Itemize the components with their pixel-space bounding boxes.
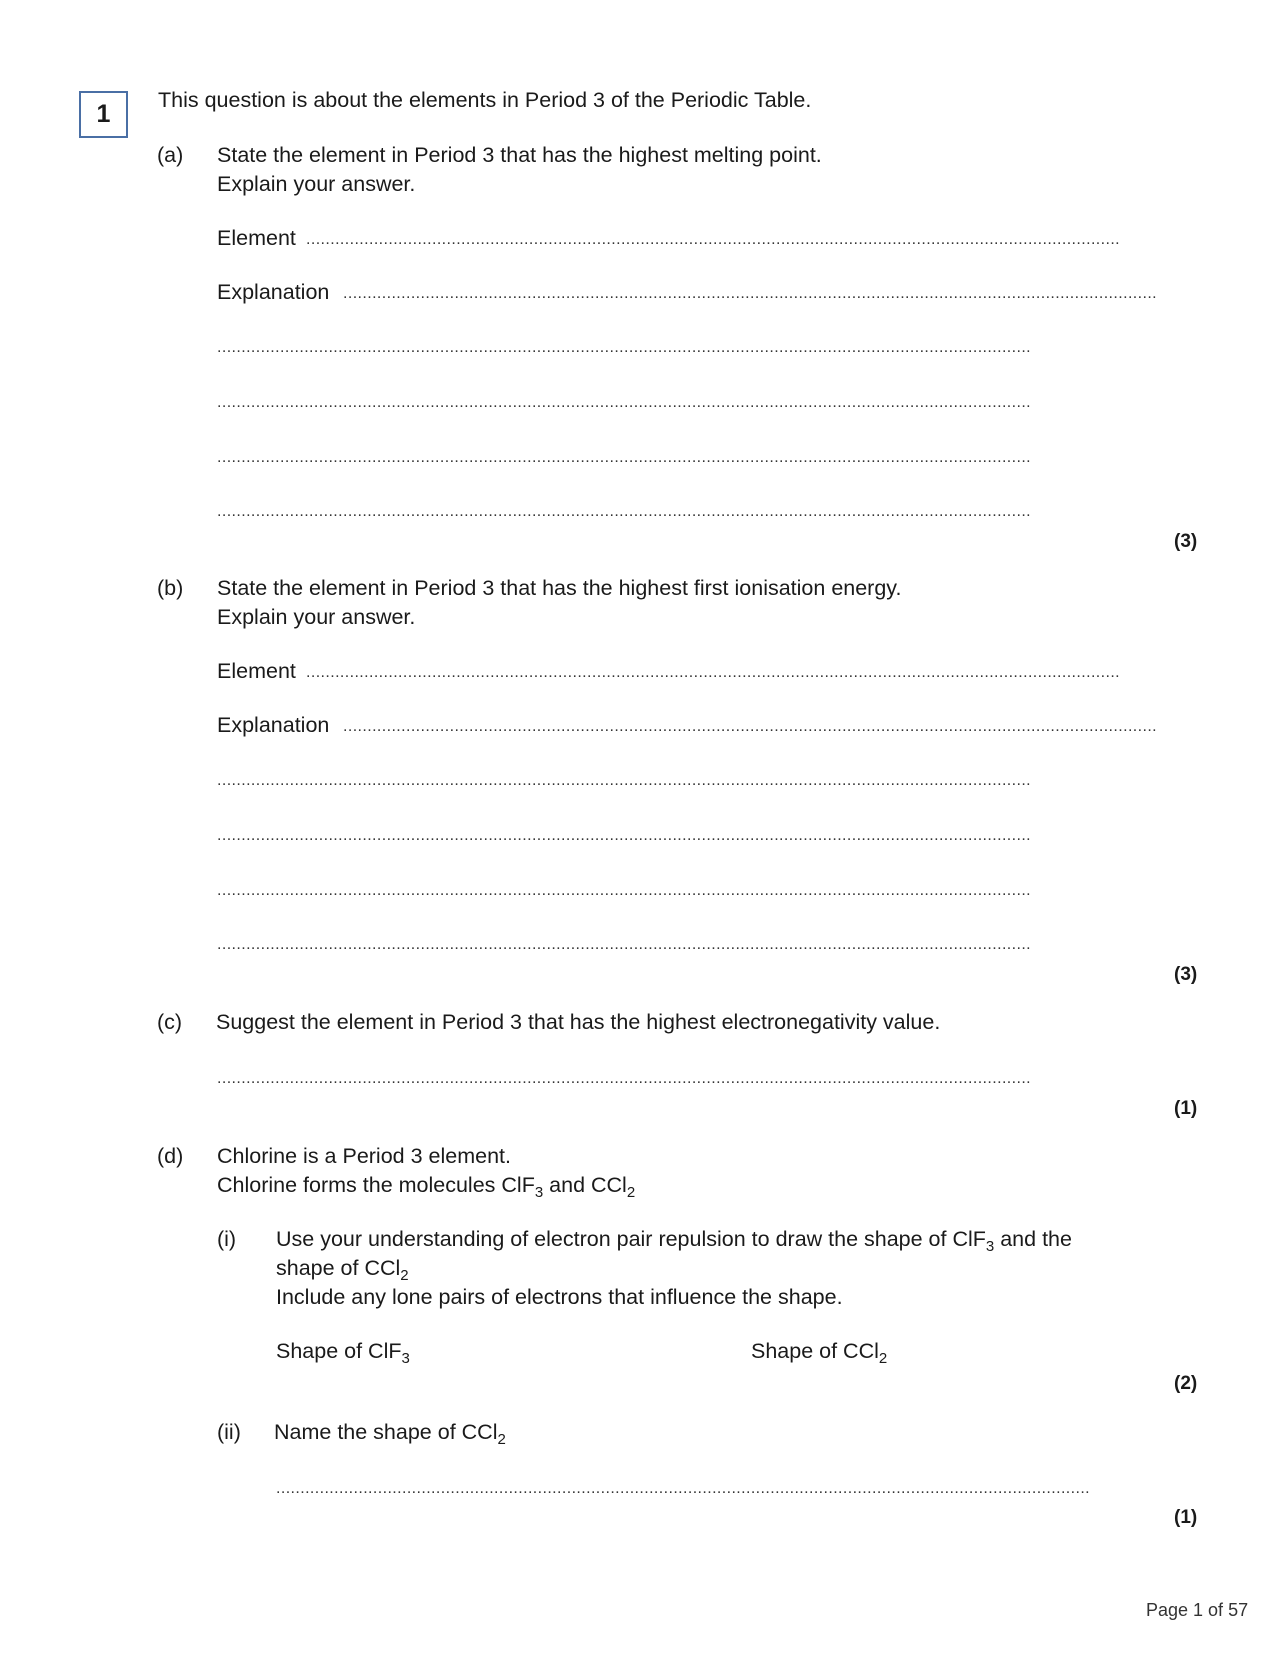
part-b-answer-line-2[interactable]: ........................................................................................................................................................................ — [217, 772, 1032, 789]
subscript: 2 — [497, 1431, 506, 1448]
shape-ccl2-text: Shape of CCl — [751, 1339, 879, 1363]
part-d-line2 — [217, 1173, 636, 1201]
part-b-element-answer-line[interactable]: ........................................................................................................................................................................ — [306, 664, 1121, 681]
part-c-line1: Suggest the element in Period 3 that has the highest electronegativity value. — [216, 1010, 941, 1034]
part-b-answer-line-5[interactable]: ........................................................................................................................................................................ — [217, 936, 1032, 953]
part-c-marks: (1) — [1174, 1098, 1198, 1119]
part-a-element-answer-line[interactable]: ........................................................................................................................................................................ — [306, 231, 1121, 248]
part-a-answer-line-5[interactable]: ........................................................................................................................................................................ — [217, 503, 1032, 520]
part-a-line1: State the element in Period 3 that has the highest melting point. — [217, 143, 822, 167]
part-d-i-marks: (2) — [1174, 1373, 1198, 1394]
part-a-element-label: Element — [217, 226, 296, 250]
part-a-answer-line-3[interactable]: ........................................................................................................................................................................ — [217, 394, 1032, 411]
part-a-label: (a) — [157, 143, 184, 167]
part-b-marks: (3) — [1174, 964, 1198, 985]
page-number: Page 1 of 57 — [1146, 1600, 1249, 1620]
part-b-line2: Explain your answer. — [217, 605, 416, 629]
part-d-ii-line1 — [274, 1420, 506, 1448]
subscript: 2 — [400, 1267, 409, 1284]
part-a-answer-line-4[interactable]: ........................................................................................................................................................................ — [217, 449, 1032, 466]
part-d-i-line1-text: Use your understanding of electron pair repulsion to draw the shape of ClF — [276, 1227, 986, 1251]
part-d-i-label: (i) — [217, 1227, 237, 1251]
part-b-label: (b) — [157, 576, 184, 600]
part-d-ii-answer-line[interactable]: ........................................................................................................................................................................ — [276, 1480, 1091, 1497]
part-a-explanation-label: Explanation — [217, 280, 330, 304]
part-d-ii-marks: (1) — [1174, 1507, 1198, 1528]
part-b-answer-line-3[interactable]: ........................................................................................................................................................................ — [217, 827, 1032, 844]
part-a-explanation-line-1[interactable]: ........................................................................................................................................................................ — [343, 285, 1158, 302]
subscript: 2 — [878, 1350, 888, 1367]
part-d-i-line2-text: shape of CCl — [276, 1256, 401, 1280]
part-d-label: (d) — [157, 1144, 184, 1168]
part-a-marks: (3) — [1174, 531, 1198, 552]
part-d-i-line2 — [276, 1256, 409, 1284]
shape-clf3-label — [276, 1339, 410, 1367]
shape-ccl2-label — [751, 1339, 888, 1367]
part-d-i-line3: Include any lone pairs of electrons that influence the shape. — [276, 1285, 843, 1309]
part-b-line1: State the element in Period 3 that has the highest first ionisation energy. — [217, 576, 902, 600]
part-b-explanation-line-1[interactable]: ........................................................................................................................................................................ — [343, 718, 1158, 735]
part-c-label: (c) — [157, 1010, 183, 1034]
part-a-line2: Explain your answer. — [217, 172, 416, 196]
part-b-explanation-label: Explanation — [217, 713, 330, 737]
shape-clf3-text: Shape of ClF — [276, 1339, 402, 1363]
question-number: 1 — [96, 100, 111, 128]
part-d-i-line1-text: and the — [994, 1227, 1072, 1251]
part-b-answer-line-4[interactable]: ........................................................................................................................................................................ — [217, 882, 1032, 899]
part-a-answer-line-2[interactable]: ........................................................................................................................................................................ — [217, 339, 1032, 356]
subscript: 3 — [534, 1184, 544, 1201]
part-d-ii-line1-text: Name the shape of CCl — [274, 1420, 498, 1444]
part-d-line2-text: and CCl — [543, 1173, 627, 1197]
question-intro: This question is about the elements in Period 3 of the Periodic Table. — [158, 88, 812, 112]
part-b-element-label: Element — [217, 659, 296, 683]
subscript: 3 — [985, 1238, 995, 1255]
subscript: 2 — [626, 1184, 636, 1201]
subscript: 3 — [401, 1350, 410, 1367]
question-number-box — [79, 91, 128, 138]
part-d-i-line1 — [276, 1227, 1072, 1255]
part-c-answer-line[interactable]: ........................................................................................................................................................................ — [217, 1070, 1032, 1087]
part-d-ii-label: (ii) — [217, 1420, 241, 1444]
part-d-line2-text: Chlorine forms the molecules ClF — [217, 1173, 535, 1197]
part-d-line1: Chlorine is a Period 3 element. — [217, 1144, 511, 1168]
